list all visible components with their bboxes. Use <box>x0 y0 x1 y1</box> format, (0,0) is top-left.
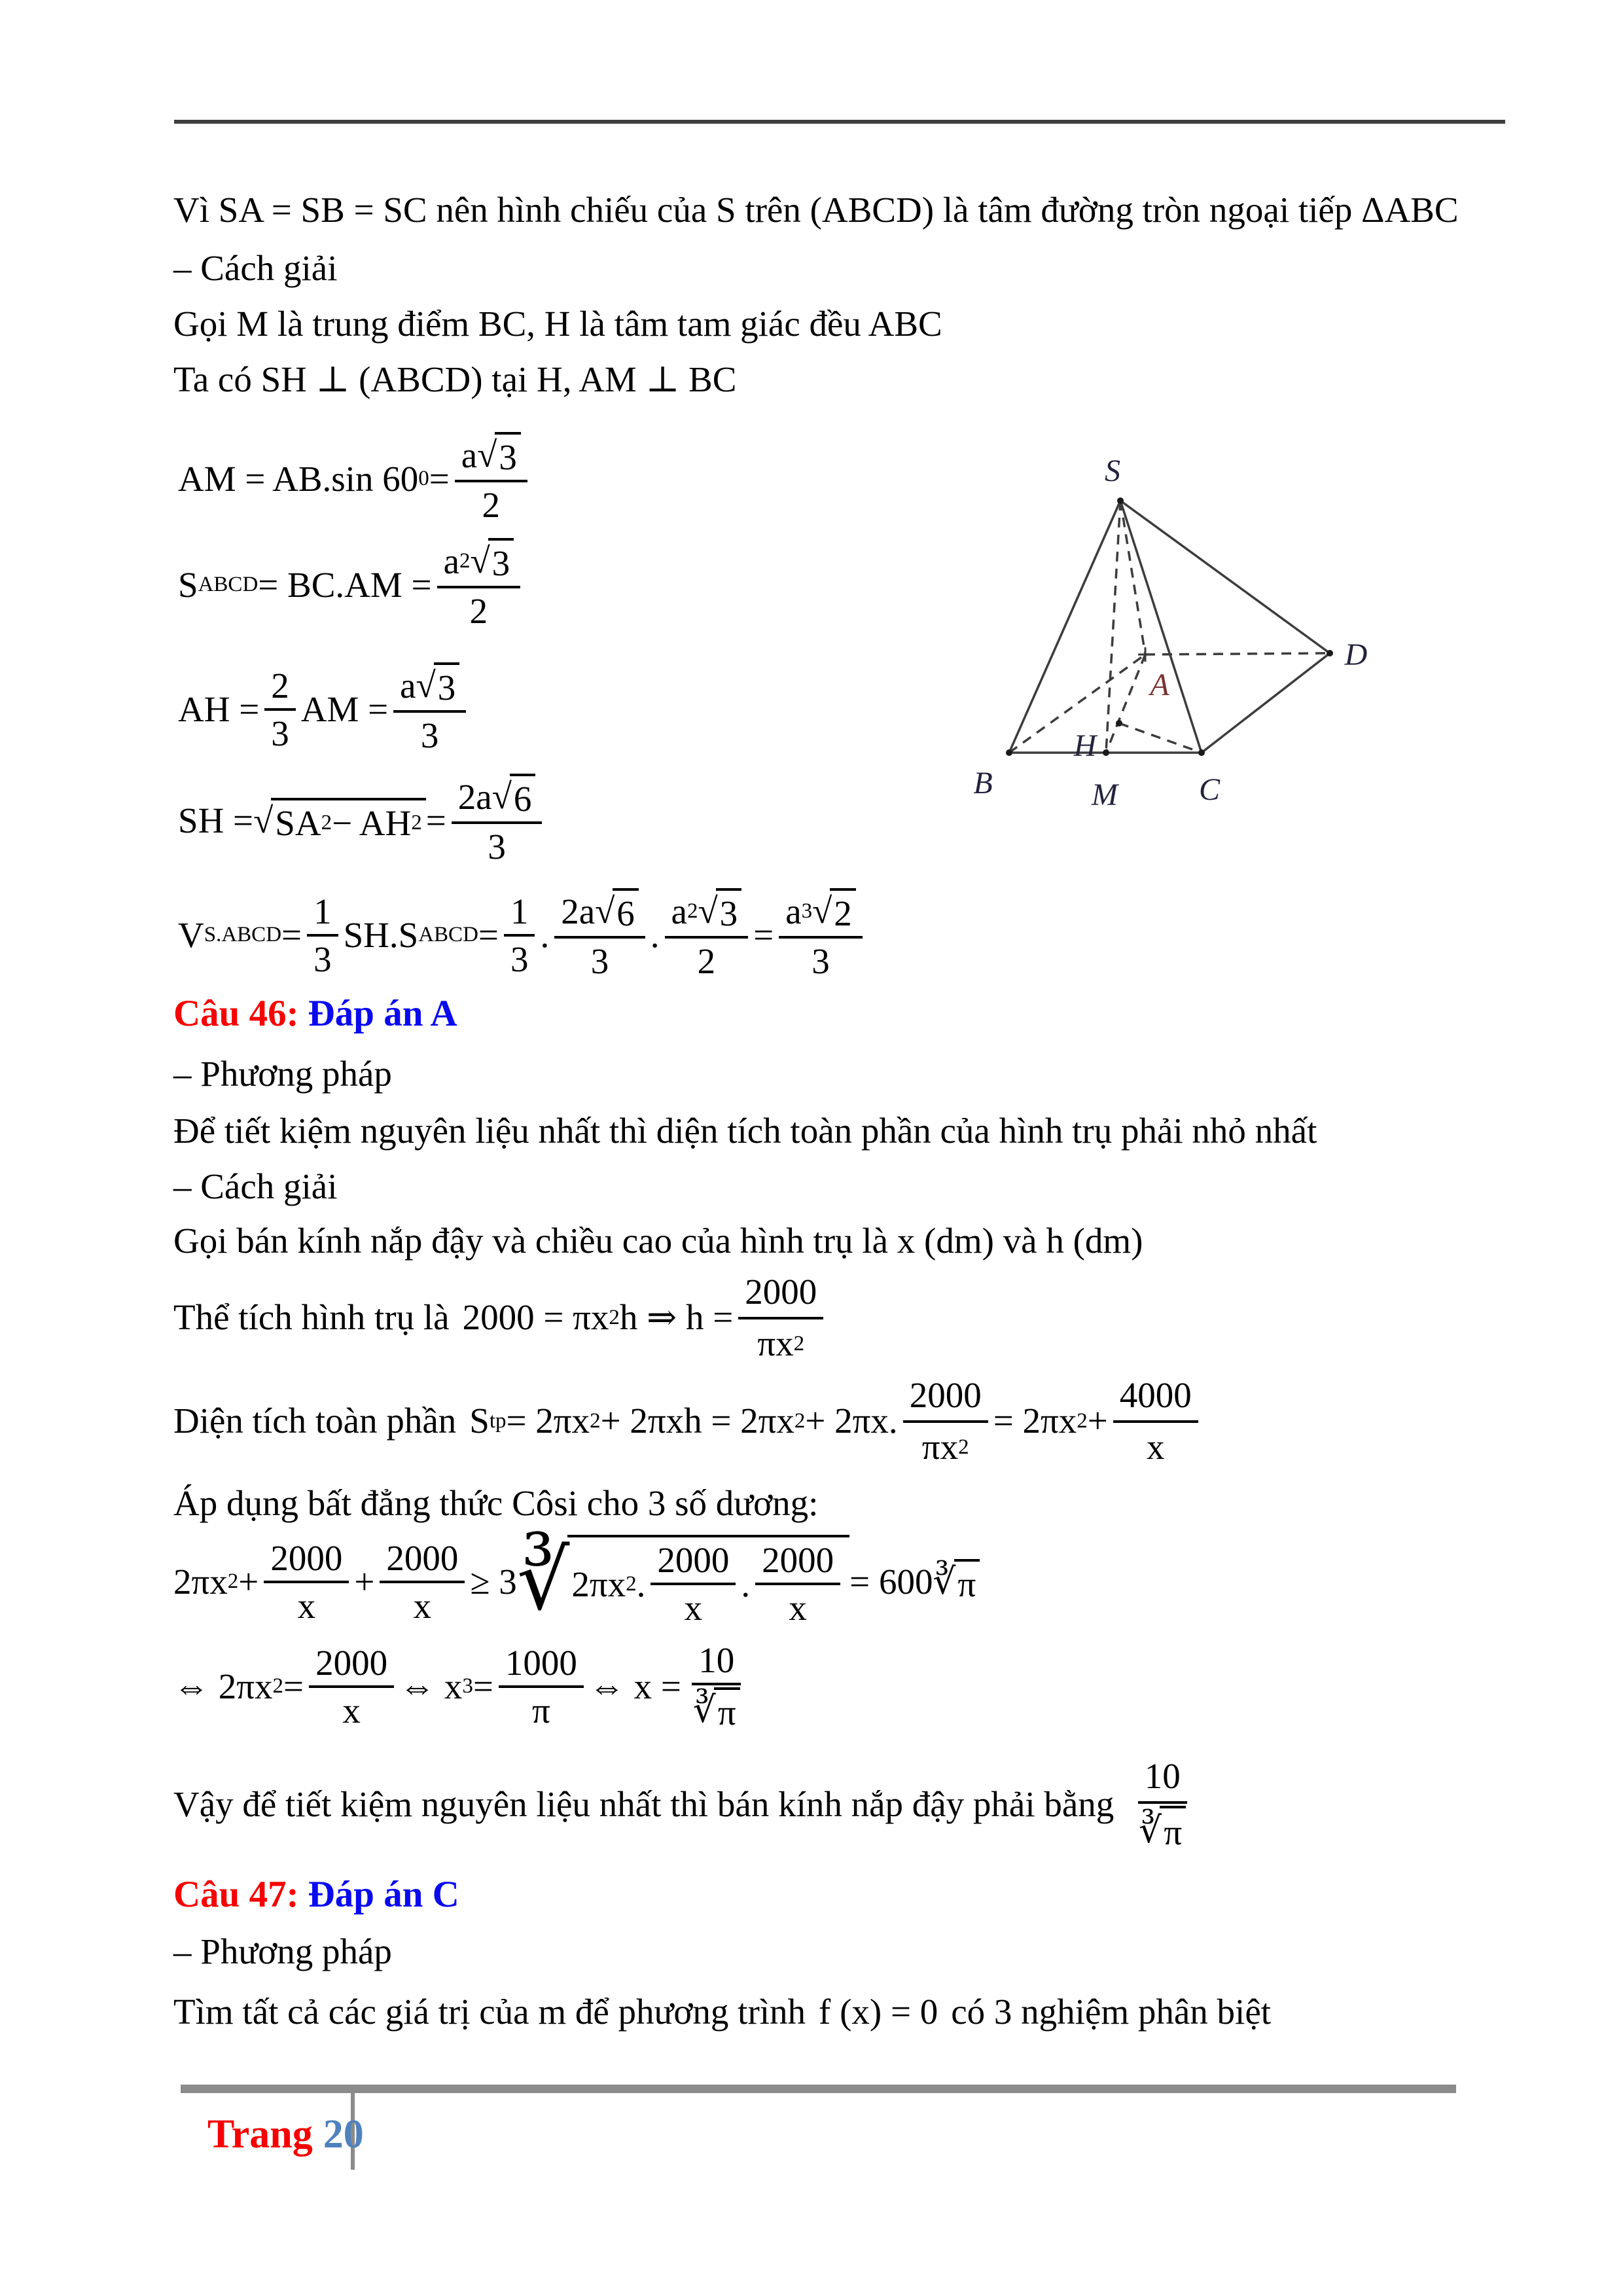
math-numerator <box>380 1537 465 1583</box>
math-t: 2000 <box>386 1537 459 1578</box>
math-sup: 3 <box>462 1674 473 1698</box>
sqrt-sign-icon: √ <box>477 435 497 475</box>
math-t: a <box>671 891 687 931</box>
math-denominator <box>264 711 296 754</box>
math-t: 2 <box>697 941 716 981</box>
math-sup: 2 <box>459 548 471 573</box>
math-t: AM = AB.sin 60 <box>178 459 419 499</box>
math-denominator <box>291 1583 323 1626</box>
math-t: a <box>443 541 459 581</box>
math-t: 2a <box>561 891 596 931</box>
math-denominator <box>481 824 512 867</box>
vertex-label-H: H <box>1073 728 1097 763</box>
math-t: π <box>1164 1812 1183 1852</box>
formula-area-abcd <box>178 538 526 632</box>
math-t: x <box>789 1588 807 1628</box>
math-frac <box>779 888 863 982</box>
math-t: πx <box>921 1426 959 1467</box>
formula-fx <box>819 1990 938 2035</box>
math-numerator <box>665 888 749 939</box>
math-frac <box>452 774 543 867</box>
math-sup: 0 <box>418 467 429 490</box>
question-46-label: Câu 46: <box>173 993 299 1034</box>
math-frac <box>264 1537 349 1626</box>
formula-cylinder-volume <box>463 1270 829 1367</box>
math-numerator <box>779 888 863 939</box>
math-numerator <box>651 1539 736 1585</box>
math-frac <box>738 1270 823 1367</box>
sqrt-sign-icon: √ <box>491 776 512 817</box>
vertex-label-C: C <box>1198 772 1221 807</box>
dashed-edge-AD <box>1145 653 1330 655</box>
math-denominator <box>307 937 338 980</box>
math-t: = <box>425 800 446 840</box>
math-t: = 2πx <box>993 1401 1077 1441</box>
math-radicand <box>954 1559 980 1605</box>
math-t: 2πx <box>571 1564 626 1604</box>
math-sup: 2 <box>609 1306 620 1330</box>
math-frac <box>309 1642 394 1731</box>
math-sup: 3 <box>801 899 813 923</box>
math-frac <box>665 888 749 982</box>
math-t: = <box>281 915 302 955</box>
math-t: 3 <box>313 939 332 979</box>
math-t: ⇔ 2πx <box>173 1666 273 1706</box>
math-t: ⇔ x = <box>588 1666 681 1706</box>
sqrt-sign-icon: √ <box>812 891 832 931</box>
q46-conclusion-line <box>173 1754 1198 1856</box>
math-frac <box>1132 1754 1192 1856</box>
math-sup: 2 <box>1077 1409 1088 1433</box>
math-numerator <box>455 432 527 482</box>
math-sqrt <box>477 432 521 478</box>
math-t: 2a <box>457 776 492 817</box>
math-t: V <box>178 915 204 955</box>
q46-method-text: Để tiết kiệm nguyên liệu nhất thì diện tích toàn phần của hình trụ phải nhỏ nhất <box>173 1111 1317 1151</box>
math-sup: 2 <box>272 1674 284 1698</box>
math-t: 2πx <box>173 1562 228 1602</box>
vertex-label-A: A <box>1150 668 1169 702</box>
math-numerator <box>903 1373 988 1423</box>
math-sup: 2 <box>794 1409 806 1433</box>
math-radicand <box>716 888 742 934</box>
math-numerator <box>504 891 535 937</box>
math-denominator <box>336 1688 367 1731</box>
math-denominator <box>687 1685 747 1733</box>
math-t: f (x) = 0 <box>819 1992 938 2032</box>
math-t: π <box>717 1693 736 1732</box>
math-t: x <box>1147 1426 1165 1467</box>
footer-page-label: Trang <box>207 2112 313 2157</box>
math-frac <box>687 1640 747 1733</box>
sqrt-sign-icon: √ <box>253 800 274 840</box>
math-radicand <box>495 432 521 478</box>
intro-line-3: Gọi M là trung điểm BC, H là tâm tam giác đều ABC <box>173 304 942 344</box>
math-denominator <box>463 588 495 632</box>
math-t: 3 <box>499 437 517 477</box>
pyramid-diagram <box>916 419 1400 825</box>
root3-sign-icon: ∛ <box>1139 1810 1162 1850</box>
solid-edge-SB <box>1009 501 1120 753</box>
math-frac <box>903 1373 988 1470</box>
math-frac <box>307 891 338 980</box>
math-t: SH.S <box>343 915 419 955</box>
math-t: 2 <box>469 591 488 631</box>
math-sqrt <box>253 798 426 844</box>
math-t: = <box>753 915 774 955</box>
math-denominator <box>691 939 722 982</box>
math-radicand <box>714 1687 740 1733</box>
math-frac <box>264 665 296 754</box>
math-t: . <box>741 1564 751 1604</box>
math-t: − AH <box>332 802 412 843</box>
math-numerator <box>499 1642 584 1688</box>
math-sub: tp <box>489 1409 507 1433</box>
footer-page-number: 20 <box>323 2112 364 2157</box>
math-t: 1 <box>510 891 529 931</box>
question-46-answer: Đáp án A <box>308 993 457 1034</box>
math-numerator <box>437 538 521 588</box>
math-sqrt <box>812 888 856 934</box>
math-t: = <box>478 915 499 955</box>
math-radicand <box>830 888 856 934</box>
math-t: 2000 <box>315 1642 388 1683</box>
math-t: AH = <box>178 689 260 729</box>
math-denominator <box>1140 1423 1171 1470</box>
math-numerator <box>1138 1754 1187 1804</box>
sqrt-sign-icon: √ <box>595 891 615 931</box>
q46-given: Gọi bán kính nắp đậy và chiều cao của hình trụ là x (dm) và h (dm) <box>173 1221 1143 1261</box>
math-numerator <box>692 1640 741 1685</box>
math-frac <box>437 538 521 632</box>
math-radicand <box>434 662 460 708</box>
math-radicand <box>488 538 514 584</box>
sqrt-sign-icon: √ <box>698 891 718 931</box>
volume-prefix: Thể tích hình trụ là <box>173 1297 450 1338</box>
math-denominator <box>407 1583 438 1626</box>
math-t: = <box>429 459 450 499</box>
math-t: 4000 <box>1119 1375 1192 1415</box>
math-root3 <box>1139 1806 1186 1856</box>
math-t: 2 <box>271 665 289 706</box>
math-t: 1 <box>313 891 332 931</box>
math-sub: ABCD <box>198 573 259 596</box>
math-frac <box>393 662 466 756</box>
math-sup: 2 <box>793 1331 805 1355</box>
math-sqrt <box>416 662 460 708</box>
math-sup: 2 <box>958 1435 969 1459</box>
math-t: . <box>636 1564 646 1604</box>
math-t: 2000 <box>270 1537 343 1578</box>
vertex-label-M: M <box>1092 778 1118 812</box>
math-t: a <box>785 891 802 931</box>
math-t: 2000 <box>657 1540 730 1580</box>
math-sup: 2 <box>626 1571 637 1596</box>
question-47-heading <box>173 1873 459 1916</box>
question-47-label: Câu 47: <box>173 1874 299 1915</box>
area-prefix: Diện tích toàn phần <box>173 1401 457 1441</box>
footer-rule <box>181 2085 1456 2093</box>
math-t: 1000 <box>505 1642 577 1683</box>
math-denominator <box>414 713 446 756</box>
root3-sign-icon: ∛ <box>516 1535 570 1627</box>
math-sup: 2 <box>590 1409 601 1433</box>
math-t: 6 <box>616 893 635 933</box>
math-denominator <box>782 1585 813 1628</box>
root3-sign-icon: ∛ <box>692 1690 716 1731</box>
math-numerator <box>264 1537 349 1583</box>
formula-total-area <box>469 1373 1204 1470</box>
math-t: . <box>540 915 550 955</box>
math-t: x <box>684 1588 703 1628</box>
math-sqrt <box>698 888 741 934</box>
vertex-dot-D <box>1327 650 1333 656</box>
math-t: x <box>413 1585 432 1626</box>
vertex-label-D: D <box>1344 637 1368 672</box>
math-t: + <box>1087 1401 1108 1441</box>
math-root3 <box>693 1687 740 1733</box>
formula-ah <box>178 662 471 756</box>
solid-edge-CD <box>1202 653 1330 753</box>
math-sup: 2 <box>687 899 698 923</box>
formula-cosi <box>173 1535 980 1628</box>
pyramid-figure <box>916 419 1400 825</box>
solid-edge-SD <box>1120 501 1330 653</box>
q46-solve-label: – Cách giải <box>173 1166 338 1206</box>
math-t: x <box>342 1690 361 1731</box>
math-t: AM = <box>300 689 389 729</box>
math-numerator <box>307 891 338 937</box>
math-t: 2 <box>834 893 852 933</box>
math-t: S <box>178 565 198 605</box>
math-denominator <box>1132 1804 1192 1856</box>
math-sqrt <box>470 538 514 584</box>
q46-volume-line <box>173 1270 829 1367</box>
math-root3 <box>933 1559 980 1605</box>
formula-radius-result <box>1127 1754 1198 1856</box>
math-t: 3 <box>420 715 439 755</box>
math-radicand <box>613 888 639 934</box>
math-frac <box>455 432 527 526</box>
formula-volume <box>178 888 868 982</box>
math-numerator <box>309 1642 394 1688</box>
math-numerator <box>393 662 466 713</box>
math-radicand <box>271 798 425 844</box>
math-t: = 600 <box>849 1562 933 1602</box>
question-46-heading <box>173 992 457 1035</box>
math-numerator <box>264 665 296 711</box>
dashed-edge-SA <box>1120 501 1145 655</box>
question-47-answer: Đáp án C <box>308 1874 459 1915</box>
math-sqrt <box>492 774 536 819</box>
q46-method-label: – Phương pháp <box>173 1054 392 1094</box>
math-sub: ABCD <box>418 923 478 946</box>
math-t: 2 <box>482 485 501 525</box>
math-t: x <box>297 1585 316 1626</box>
vertex-dot-B <box>1006 749 1012 756</box>
vertex-dot-M <box>1103 749 1109 756</box>
math-t: 3 <box>437 668 456 708</box>
solve-label: – Cách giải <box>173 248 338 288</box>
math-t: a <box>461 435 478 475</box>
root3-sign-icon: ∛ <box>933 1561 956 1602</box>
math-t: 3 <box>590 941 609 981</box>
math-t: SA <box>275 802 321 843</box>
math-denominator <box>678 1585 709 1628</box>
math-t: 3 <box>488 827 506 867</box>
q46-area-line <box>173 1373 1204 1470</box>
math-numerator <box>554 888 645 939</box>
math-denominator <box>526 1688 557 1731</box>
math-t: ≥ 3 <box>470 1562 517 1602</box>
math-radicand <box>1160 1806 1186 1856</box>
math-t: SH = <box>178 800 254 840</box>
intro-line-1: Vì SA = SB = SC nên hình chiếu của S trên (ABCD) là tâm đường tròn ngoại tiếp ΔABC <box>173 190 1459 230</box>
math-t: h ⇒ h = <box>619 1297 734 1338</box>
math-t: = BC.AM = <box>258 565 432 605</box>
math-t: πx <box>757 1323 794 1363</box>
math-t: + <box>354 1562 375 1602</box>
math-numerator <box>1113 1373 1198 1423</box>
math-t: π <box>531 1690 550 1731</box>
math-frac <box>380 1537 465 1626</box>
math-t: 10 <box>698 1640 735 1680</box>
math-t: 3 <box>812 941 830 981</box>
sqrt-sign-icon: √ <box>416 665 436 706</box>
math-t: = 2πx <box>506 1401 590 1441</box>
math-denominator <box>805 939 836 982</box>
math-numerator <box>738 1270 823 1319</box>
math-frac <box>755 1539 840 1628</box>
formula-solve-x <box>173 1640 752 1733</box>
vertex-label-B: B <box>973 766 993 800</box>
math-sup: 2 <box>227 1570 239 1593</box>
math-t: = <box>473 1666 493 1706</box>
math-sqrt <box>595 888 639 934</box>
math-frac <box>1113 1373 1198 1470</box>
find-prefix: Tìm tất cả các giá trị của m để phương trình <box>173 1992 806 2032</box>
sqrt-sign-icon: √ <box>470 541 490 581</box>
footer-page-indicator <box>207 2111 364 2158</box>
math-frac <box>651 1539 736 1628</box>
math-t: . <box>650 915 660 955</box>
math-t: 10 <box>1144 1756 1181 1796</box>
math-t: 3 <box>491 543 510 583</box>
math-t: + 2πx. <box>805 1401 898 1441</box>
math-t: π <box>957 1564 976 1604</box>
math-sup: 2 <box>411 810 422 834</box>
formula-am <box>178 432 533 526</box>
math-t: = <box>283 1666 304 1706</box>
math-t: + 2πxh = 2πx <box>600 1401 794 1441</box>
math-radicand <box>567 1535 849 1628</box>
math-t: 3 <box>271 713 289 753</box>
q47-method-label: – Phương pháp <box>173 1931 392 1971</box>
vertex-label-S: S <box>1105 454 1120 488</box>
math-t: 3 <box>719 893 738 933</box>
math-denominator <box>504 937 535 980</box>
q46-cosi-line: Áp dụng bất đẳng thức Côsi cho 3 số dương: <box>173 1483 819 1523</box>
conclusion-prefix: Vậy để tiết kiệm nguyên liệu nhất thì bán kính nắp đậy phải bằng <box>173 1784 1115 1824</box>
math-t: 6 <box>513 779 532 819</box>
math-radicand <box>510 774 536 819</box>
formula-sh <box>178 774 547 867</box>
vertex-dot-H <box>1116 720 1122 726</box>
top-rule <box>174 120 1505 124</box>
math-denominator <box>751 1319 811 1367</box>
dashed-edge-SM <box>1106 501 1120 753</box>
math-sup: 2 <box>321 810 332 834</box>
math-t: S <box>469 1401 490 1441</box>
solid-edge-SC <box>1120 501 1202 753</box>
math-t: 2000 = πx <box>462 1297 609 1338</box>
math-t: 3 <box>510 939 529 979</box>
dashed-edge-HC <box>1119 723 1202 753</box>
math-t: + <box>238 1562 259 1602</box>
math-t: ⇔ x <box>399 1666 463 1706</box>
math-denominator <box>916 1423 976 1470</box>
math-frac <box>499 1642 584 1731</box>
math-t: 2000 <box>909 1375 982 1415</box>
math-numerator <box>452 774 543 824</box>
math-denominator <box>584 939 616 982</box>
math-root3 <box>517 1535 849 1628</box>
vertex-dot-C <box>1198 749 1205 756</box>
math-t: 2000 <box>745 1272 817 1312</box>
q47-find-line <box>173 1990 1271 2035</box>
math-t: a <box>400 665 416 706</box>
math-frac <box>504 891 535 980</box>
intro-line-4: Ta có SH ⊥ (ABCD) tại H, AM ⊥ BC <box>173 359 737 399</box>
math-denominator <box>476 482 507 526</box>
math-sub: S.ABCD <box>204 923 282 946</box>
math-t: 2000 <box>762 1540 834 1580</box>
math-numerator <box>755 1539 840 1585</box>
vertex-dot-S <box>1117 497 1124 504</box>
math-frac <box>554 888 645 982</box>
find-suffix: có 3 nghiệm phân biệt <box>951 1992 1272 2032</box>
